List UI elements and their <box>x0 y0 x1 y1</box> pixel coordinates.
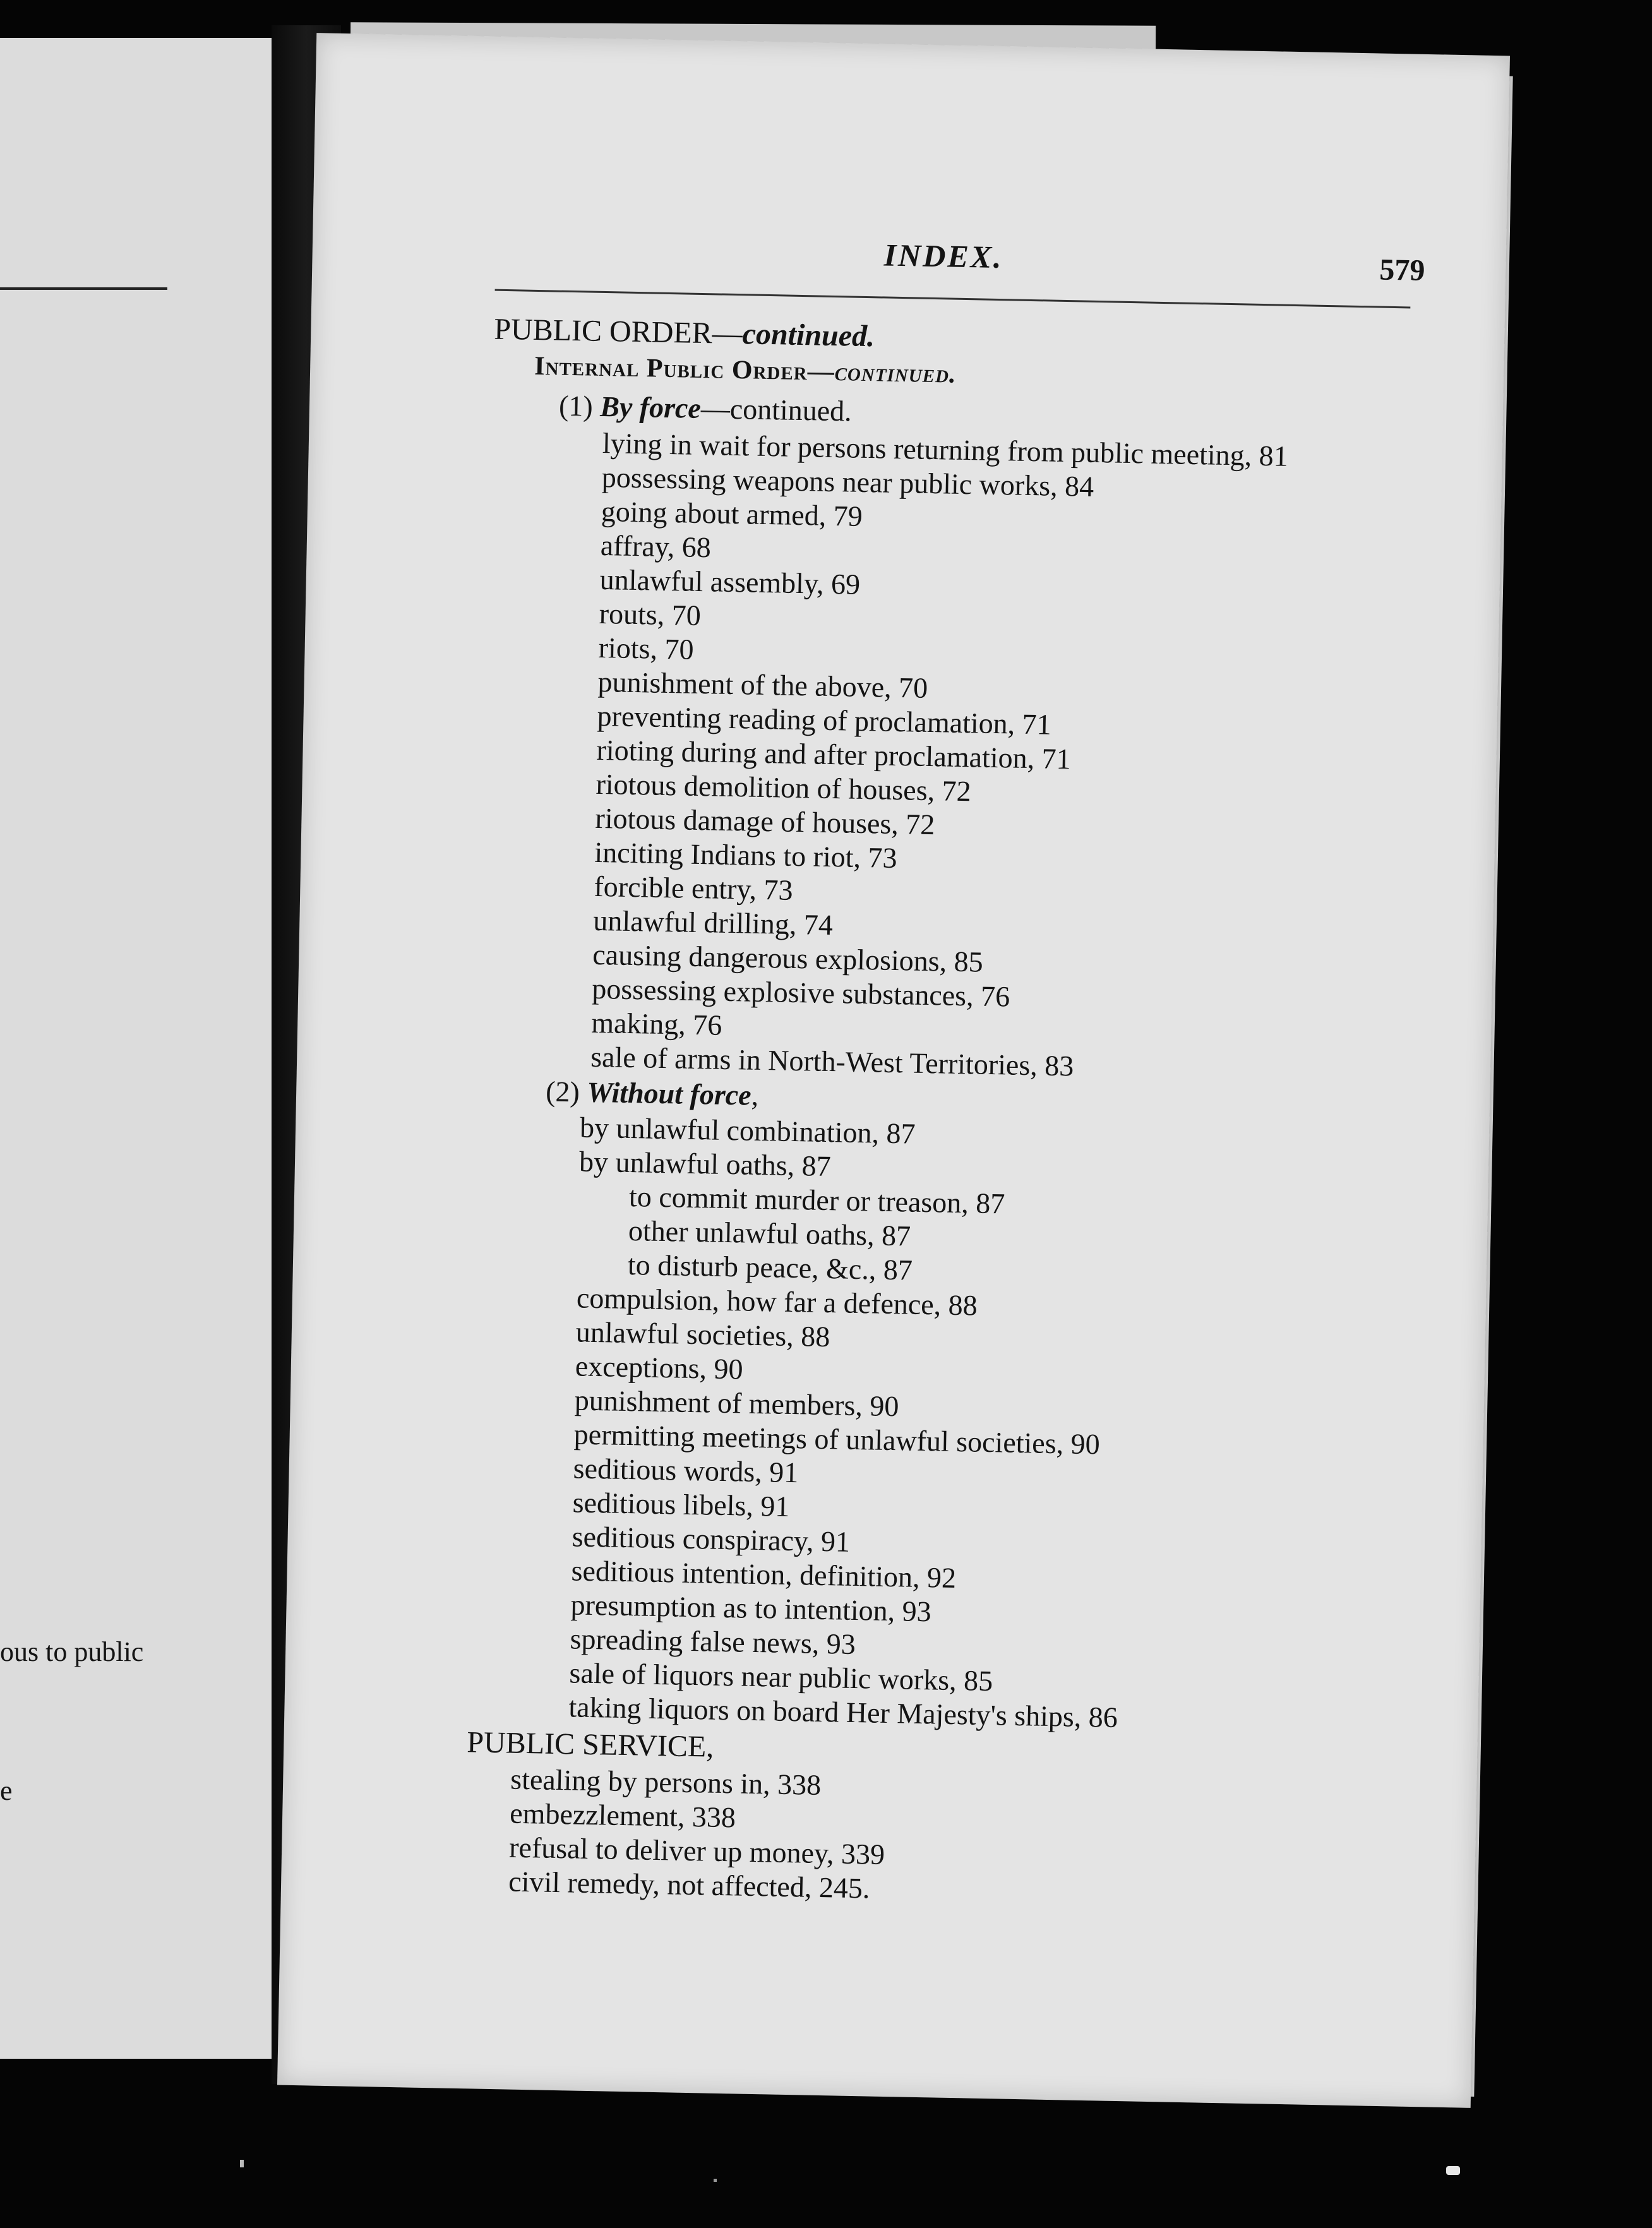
scan-speck <box>1446 2166 1460 2175</box>
index-entry: rioting during and after proclamation, 71 <box>596 733 1072 776</box>
entry-italic: Without force <box>586 1075 752 1111</box>
index-entry: spreading false news, 93 <box>570 1622 856 1661</box>
index-entry: routs, 70 <box>599 597 702 632</box>
index-entry: presumption as to intention, 93 <box>570 1588 932 1628</box>
index-entry: stealing by persons in, 338 <box>510 1763 822 1801</box>
index-entry: refusal to deliver up money, 339 <box>508 1831 885 1871</box>
index-entry: exceptions, 90 <box>575 1350 744 1386</box>
entry-italic: By force <box>599 390 702 424</box>
entry-text: , <box>751 1079 759 1111</box>
index-entry: preventing reading of proclamation, 71 <box>597 699 1052 741</box>
index-entry: sale of arms in North-West Territories, 83 <box>590 1040 1074 1082</box>
index-entry: unlawful societies, 88 <box>575 1315 830 1353</box>
index-entry: punishment of the above, 70 <box>597 665 928 704</box>
index-entry: civil remedy, not affected, 245. <box>508 1865 870 1905</box>
index-entry: riots, 70 <box>598 631 695 666</box>
index-entry: seditious libels, 91 <box>572 1486 790 1523</box>
index-entry: unlawful drilling, 74 <box>592 904 834 942</box>
entry-text: PUBLIC ORDER— <box>493 312 743 351</box>
index-entry: going about armed, 79 <box>601 494 863 532</box>
index-entry: punishment of members, 90 <box>574 1384 899 1423</box>
index-subheading-internal-public-order <box>534 353 957 388</box>
left-page-rule <box>0 287 167 290</box>
index-heading-public-service: PUBLIC SERVICE, <box>466 1725 714 1764</box>
scan-speck <box>240 2160 244 2167</box>
entry-text: (2) <box>545 1075 587 1108</box>
index-entry: lying in wait for persons returning from public meeting, 81 <box>602 426 1289 472</box>
index-subentry: other unlawful oaths, 87 <box>628 1214 911 1252</box>
index-page <box>277 33 1510 2108</box>
index-group-without-force <box>546 1077 759 1110</box>
index-subentry: to disturb peace, &c., 87 <box>627 1248 913 1286</box>
index-entry: possessing explosive substances, 76 <box>591 972 1010 1013</box>
index-entry: compulsion, how far a defence, 88 <box>576 1281 978 1322</box>
index-entry: by unlawful combination, 87 <box>579 1111 916 1150</box>
index-entry: seditious intention, definition, 92 <box>571 1554 957 1595</box>
index-entry: seditious conspiracy, 91 <box>572 1520 851 1558</box>
left-facing-page <box>0 38 275 2059</box>
index-heading-public-order <box>494 314 875 352</box>
entry-italic: continued. <box>742 317 875 354</box>
index-entry: forcible entry, 73 <box>594 870 794 906</box>
index-group-by-force <box>558 389 853 428</box>
index-entry: sale of liquors near public works, 85 <box>569 1656 993 1698</box>
index-entry: affray, 68 <box>600 529 712 564</box>
index-subentry: to commit murder or treason, 87 <box>628 1180 1005 1220</box>
index-entry: causing dangerous explosions, 85 <box>592 938 984 978</box>
index-entry: making, 76 <box>590 1006 722 1041</box>
index-entry: unlawful assembly, 69 <box>599 563 861 601</box>
index-entry: permitting meetings of unlawful societies, 90 <box>573 1418 1101 1461</box>
entry-text: Internal Public Order— <box>534 351 835 387</box>
index-entry: taking liquors on board Her Majesty's ships, 86 <box>568 1691 1118 1734</box>
index-entry: by unlawful oaths, 87 <box>578 1145 832 1183</box>
left-page-text-fragment: e <box>0 1775 13 1806</box>
page-number: 579 <box>1379 253 1425 287</box>
scan-speck <box>714 2179 717 2182</box>
index-entry: riotous damage of houses, 72 <box>595 801 935 841</box>
index-entry: riotous demolition of houses, 72 <box>596 767 972 808</box>
index-entry: seditious words, 91 <box>573 1452 799 1489</box>
header-rule <box>495 289 1411 309</box>
entry-text: —continued. <box>700 392 853 428</box>
running-head: INDEX. <box>883 237 1004 275</box>
index-entry: inciting Indians to riot, 73 <box>594 836 898 875</box>
entry-text: (1) <box>558 389 601 422</box>
index-entry: possessing weapons near public works, 84 <box>601 460 1094 503</box>
left-page-text-fragment: ous to public <box>0 1636 144 1667</box>
entry-italic: continued. <box>834 357 957 389</box>
index-entry: embezzlement, 338 <box>509 1797 736 1834</box>
